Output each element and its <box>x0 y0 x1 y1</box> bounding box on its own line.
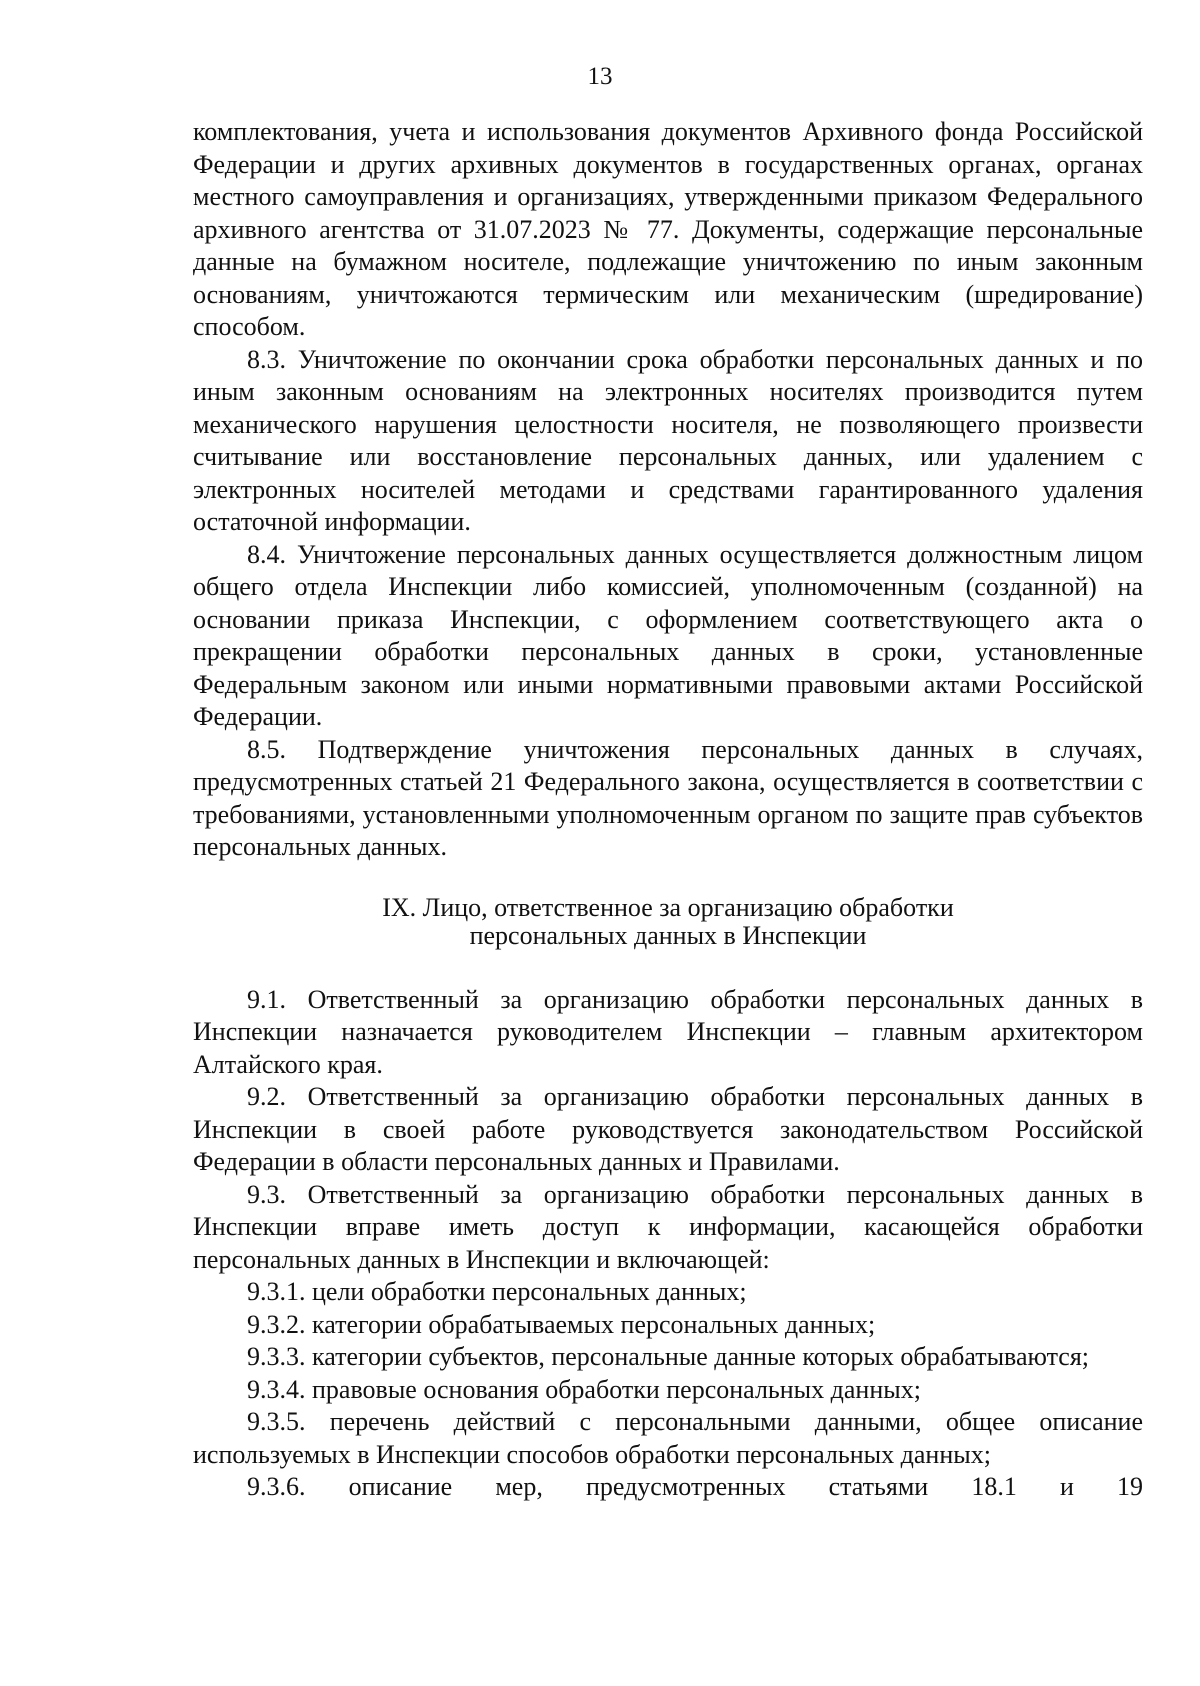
document-body <box>193 116 1143 1504</box>
paragraph-9-3-6: 9.3.6. описание мер, предусмотренных статьями 18.1 и 19 <box>247 1472 1143 1501</box>
paragraph-archive-continuation: комплектования, учета и использования документов Архивного фонда Российской Федерации и других архивных документов в государственных органах, органах местного самоуправления и организациях, утвержденными приказом Федерального архивного агентства от 31.07.2023 № 77. Документы, содержащие персональные данные на бумажном носителе, подлежащие уничтожению по иным законным основаниям, уничтожаются термическим или механическим (шредирование) способом. <box>193 117 1143 341</box>
section-heading-line-2: персональных данных в Инспекции <box>469 920 867 950</box>
paragraph-9-3-4: 9.3.4. правовые основания обработки персональных данных; <box>247 1374 921 1404</box>
paragraph-9-1: 9.1. Ответственный за организацию обработки персональных данных в Инспекции назначается руководителем Инспекции – главным архитектором Алтайского края. <box>193 984 1143 1079</box>
section-heading-line-1: IX. Лицо, ответственное за организацию обработки <box>382 892 954 922</box>
paragraph-9-3-5: 9.3.5. перечень действий с персональными данными, общее описание используемых в Инспекции способов обработки персональных данных; <box>193 1407 1143 1469</box>
section-heading-ix <box>193 894 1143 950</box>
paragraph-9-3-2: 9.3.2. категории обрабатываемых персональных данных; <box>247 1309 876 1339</box>
page-number: 13 <box>587 63 613 90</box>
paragraph-8-3: 8.3. Уничтожение по окончании срока обработки персональных данных и по иным законным основаниям на электронных носителях производится путем механического нарушения целостности носителя, не позволяющего произвести считывание или восстановление персональных данных, или удалением с электронных носителей методами и средствами гарантированного удаления остаточной информации. <box>193 344 1143 536</box>
paragraph-9-2: 9.2. Ответственный за организацию обработки персональных данных в Инспекции в своей работе руководствуется законодательством Российской Федерации в области персональных данных и Правилами. <box>193 1082 1143 1176</box>
paragraph-9-3-3: 9.3.3. категории субъектов, персональные данные которых обрабатываются; <box>247 1342 1090 1371</box>
paragraph-8-5: 8.5. Подтверждение уничтожения персональных данных в случаях, предусмотренных статьей 21 Федерального закона, осуществляется в соответствии с требованиями, установленными уполномоченным органом по защите прав субъектов персональных данных. <box>193 734 1143 861</box>
paragraph-8-4: 8.4. Уничтожение персональных данных осуществляется должностным лицом общего отдела Инспекции либо комиссией, уполномоченным (созданной) на основании приказа Инспекции, с оформлением соответствующего акта о прекращении обработки персональных данных в сроки, установленные Федеральным законом или иными нормативными правовыми актами Российской Федерации. <box>193 539 1143 731</box>
paragraph-9-3: 9.3. Ответственный за организацию обработки персональных данных в Инспекции вправе иметь доступ к информации, касающейся обработки персональных данных в Инспекции и включающей: <box>193 1179 1143 1274</box>
paragraph-9-3-1: 9.3.1. цели обработки персональных данных; <box>247 1277 747 1306</box>
